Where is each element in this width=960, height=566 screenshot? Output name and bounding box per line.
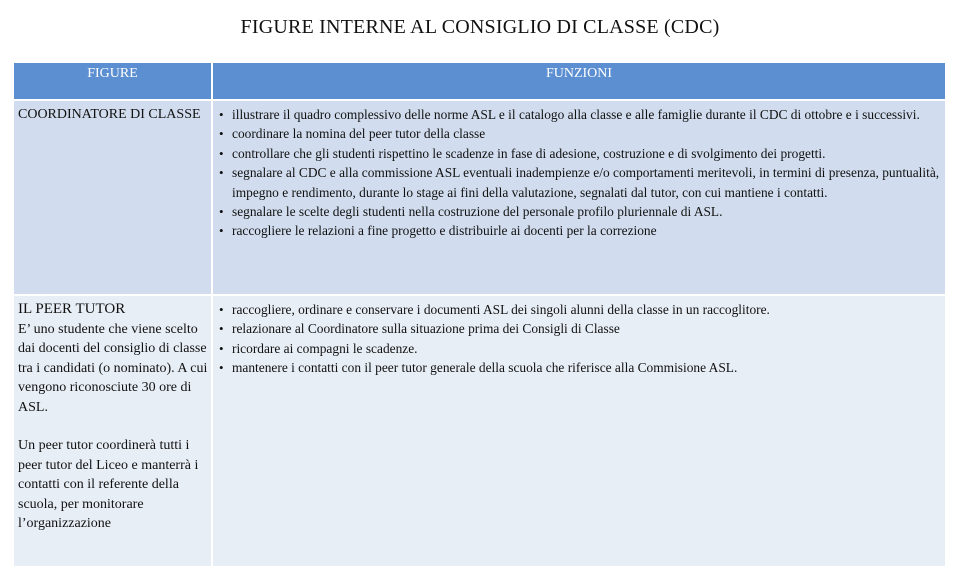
function-item: • raccogliere, ordinare e conservare i documenti ASL dei singoli alunni della classe in un raccoglitore. xyxy=(219,300,943,319)
function-item: • controllare che gli studenti rispettino le scadenze in fase di adesione, costruzione e di svolgimento dei progetti. xyxy=(219,144,943,163)
header-figure: FIGURE xyxy=(87,66,138,81)
figure-name: IL PEER TUTOR xyxy=(18,301,126,317)
figure-name: COORDINATORE DI CLASSE xyxy=(18,107,201,122)
function-item: • coordinare la nomina del peer tutor della classe xyxy=(219,124,943,143)
functions-cell xyxy=(219,105,943,241)
table-header xyxy=(14,63,945,99)
column-divider xyxy=(211,101,213,294)
figure-description: E’ uno studente che viene scelto dai docenti del consiglio di classe tra i candidati (o nominato). A cui vengono riconosciute 30 ore di ASL. xyxy=(18,321,208,415)
table-row-peer-tutor xyxy=(14,296,945,566)
function-item: • relazionare al Coordinatore sulla situazione prima dei Consigli di Classe xyxy=(219,319,943,338)
function-item: • illustrare il quadro complessivo delle norme ASL e il catalogo alla classe e alle famiglie durante il CDC di ottobre e i successivi. xyxy=(219,105,943,124)
table-row-coordinatore xyxy=(14,101,945,294)
function-item: • raccogliere le relazioni a fine progetto e distribuirle ai docenti per la correzione xyxy=(219,221,943,240)
function-item: • segnalare le scelte degli studenti nella costruzione del personale profilo pluriennale di ASL. xyxy=(219,202,943,221)
functions-list xyxy=(219,300,943,378)
function-item: • ricordare ai compagni le scadenze. xyxy=(219,339,943,358)
page-title: FIGURE INTERNE AL CONSIGLIO DI CLASSE (CDC) xyxy=(240,16,720,38)
figures-table xyxy=(14,63,945,553)
figure-cell xyxy=(18,105,208,125)
functions-list xyxy=(219,105,943,241)
functions-cell xyxy=(219,300,943,378)
function-item: • mantenere i contatti con il peer tutor generale della scuola che riferisce alla Commisione ASL. xyxy=(219,358,943,377)
header-functions: FUNZIONI xyxy=(545,66,613,81)
figure-description-extra: Un peer tutor coordinerà tutti i peer tutor del Liceo e manterrà i contatti con il referente della scuola, per monitorare l’organizzazione xyxy=(18,438,199,531)
figure-cell xyxy=(18,300,208,534)
column-divider xyxy=(211,296,213,566)
function-item: • segnalare al CDC e alla commissione ASL eventuali inadempienze e/o comportamenti meritevoli, in termini di presenza, puntualità, impegno e rendimento, durante lo stage ai fini della valutazione, segnalati dal tutor, con cui mantiene i contatti. xyxy=(219,163,943,202)
